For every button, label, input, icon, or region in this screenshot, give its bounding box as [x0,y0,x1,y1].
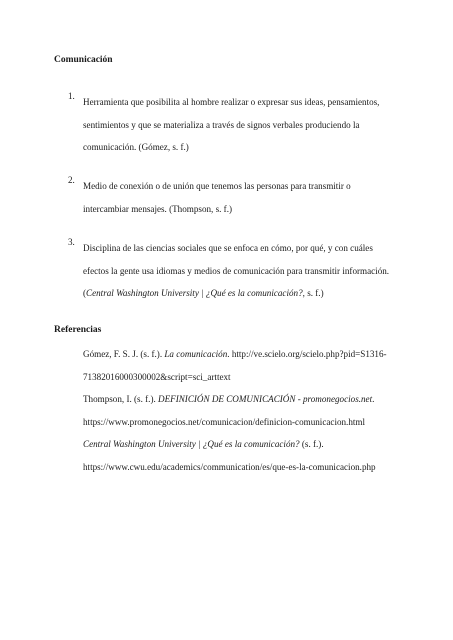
item-text [83,175,408,220]
reference-title: La comunicación [164,349,228,359]
reference-entry-line [83,388,387,411]
reference-entry-line [83,433,387,456]
item-number: 1. [68,91,75,101]
item-text [83,91,408,159]
item-line: Medio de conexión o de unión que tenemos las personas para transmitir o [83,181,351,191]
section-title: Comunicación [54,55,113,65]
reference-author: Gómez, F. S. J. (s. f.). [83,349,165,359]
references-title: Referencias [54,325,102,335]
references-list [83,343,387,478]
item-number: 2. [68,175,75,185]
item-line: Herramienta que posibilita al hombre realizar o expresar sus ideas, pensamientos, [83,97,380,107]
item-number: 3. [68,237,75,247]
item-line: efectos la gente usa idiomas y medios de comunicación para transmitir información. [83,265,390,276]
item-line: Disciplina de las ciencias sociales que se enfoca en cómo, por qué, y con cuáles [83,243,373,253]
reference-author: Thompson, I. (s. f.). [83,394,159,404]
definition-item-1 [68,91,408,159]
reference-rest: . http://ve.scielo.org/scielo.php?pid=S1316- [227,349,387,359]
reference-url: https://www.promonegocios.net/comunicacion/definicion-comunicacion.html [83,416,366,427]
item-line: comunicación. (Gómez, s. f.) [83,142,189,152]
reference-url: https://www.cwu.edu/academics/communication/es/que-es-la-comunicacion.php [83,461,376,472]
citation-rest: , s. f.) [302,288,324,298]
item-line: sentimientos y que se materializa a través de signos verbales produciendo la [83,119,360,130]
reference-rest: . [372,394,375,404]
definition-item-2 [68,175,408,220]
reference-title: Central Washington University | ¿Qué es la comunicación? [83,439,300,449]
definition-item-3 [68,237,408,305]
item-text [83,237,408,305]
citation-source: Central Washington University | ¿Qué es la comunicación? [86,288,303,298]
reference-title: DEFINICIÓN DE COMUNICACIÓN - promonegocios.net [158,394,373,404]
reference-entry-line [83,343,387,366]
citation-open: ( [83,288,87,298]
item-line: intercambiar mensajes. (Thompson, s. f.) [83,203,232,214]
reference-url: 71382016000300002&script=sci_arttext [83,371,231,382]
reference-rest: (s. f.). [299,439,324,449]
item-citation [83,282,408,305]
